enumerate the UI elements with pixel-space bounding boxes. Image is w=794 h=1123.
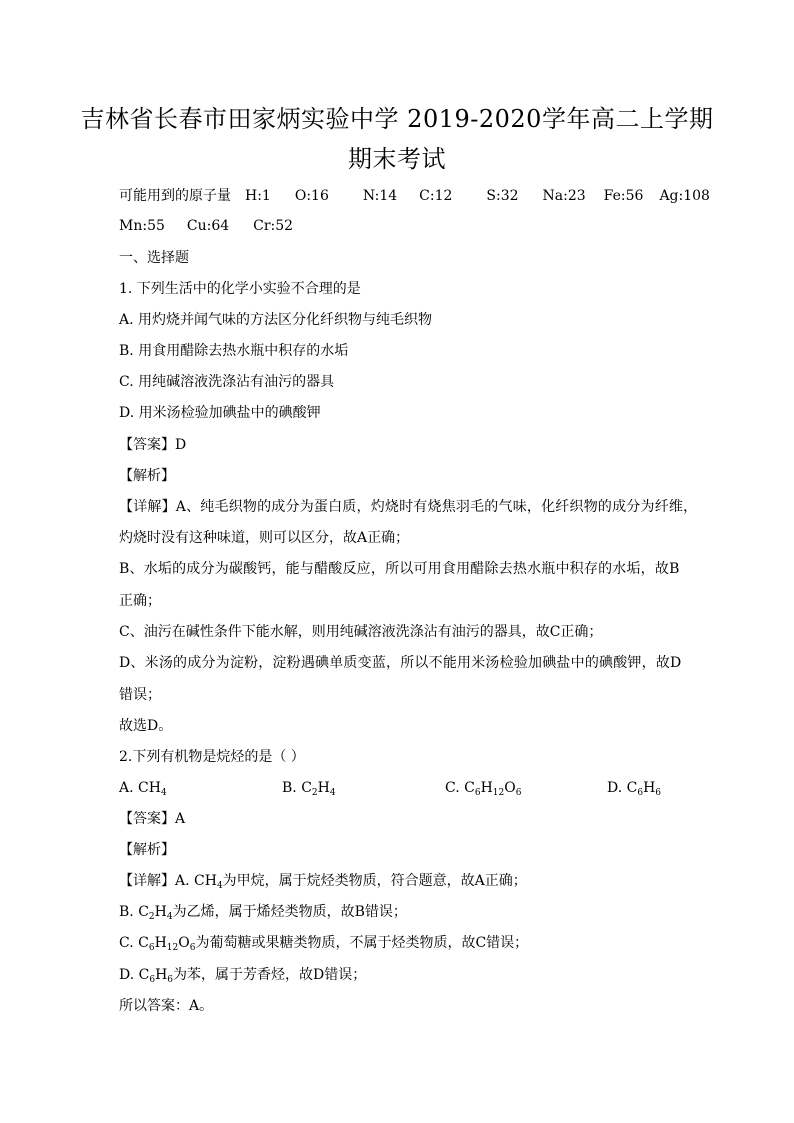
q2-analysis-label: 【解析】 [119, 842, 175, 858]
q1-option-d: D. 用米汤检验加碘盐中的碘酸钾 [119, 405, 321, 421]
mass-ag: Ag:108 [659, 188, 710, 204]
q1-detail-line-2: 灼烧时没有这种味道，则可以区分，故A正确； [119, 530, 410, 546]
q1-detail-d-line-1: D、米汤的成分为淀粉，淀粉遇碘单质变蓝，所以不能用米汤检验加碘盐中的碘酸钾，故D [119, 655, 682, 671]
q2-option-c: C. $C_6H_{12}O_6$ [445, 780, 522, 798]
mass-cu: Cu:64 [186, 218, 230, 234]
page-subtitle: 期末考试 [348, 145, 446, 173]
q1-option-c: C. 用纯碱溶液洗涤沾有油污的器具 [119, 374, 335, 390]
q2-detail-a: 【详解】A. $CH_4$为甲烷，属于烷烃类物质，符合题意，故A正确； [119, 873, 527, 891]
mass-cr: Cr:52 [253, 218, 294, 234]
mass-o: O:16 [294, 188, 329, 204]
q1-detail-c: C、油污在碱性条件下能水解，则用纯碱溶液洗涤沾有油污的器具，故C正确； [119, 624, 603, 640]
q1-detail-b-line-2: 正确； [119, 593, 161, 609]
q2-detail-b: B. $C_2H_4$为乙烯，属于烯烃类物质，故B错误； [119, 904, 407, 922]
q2-stem: 2.下列有机物是烷烃的是（ ） [119, 749, 305, 765]
atomic-masses-label: 可能用到的原子量 [119, 188, 231, 204]
mass-na: Na:23 [542, 188, 586, 204]
q1-detail-d-line-2: 错误； [119, 687, 161, 703]
q2-detail-d: D. $C_6H_6$为苯，属于芳香烃，故D错误； [119, 967, 367, 985]
mass-mn: Mn:55 [119, 218, 165, 234]
q1-option-a: A. 用灼烧并闻气味的方法区分化纤织物与纯毛织物 [119, 312, 433, 328]
atomic-masses-row-1 [119, 186, 710, 206]
mass-h: H:1 [245, 188, 271, 204]
q1-detail-line-1: 【详解】A、纯毛织物的成分为蛋白质，灼烧时有烧焦羽毛的气味，化纤织物的成分为纤维， [119, 499, 698, 515]
q1-detail-b-line-1: B、水垢的成分为碳酸钙，能与醋酸反应，所以可用食用醋除去热水瓶中积存的水垢，故B [119, 561, 680, 577]
q1-stem: 1. 下列生活中的化学小实验不合理的是 [119, 281, 361, 297]
page-title: 吉林省长春市田家炳实验中学 2019-2020学年高二上学期 [80, 105, 714, 133]
mass-s: S:32 [486, 188, 519, 204]
mass-c: C:12 [419, 188, 453, 204]
q2-detail-c: C. $C_6H_{12}O_6$为葡萄糖或果糖类物质，不属于烃类物质，故C错误； [119, 935, 529, 953]
q2-conclusion: 所以答案：A。 [119, 998, 214, 1014]
atomic-masses-row-2 [119, 216, 293, 236]
q1-conclusion: 故选D。 [119, 718, 173, 734]
q2-option-d: D. $C_6H_6$ [607, 780, 662, 798]
q2-option-a: A. $CH_4$ [119, 780, 167, 798]
section-heading: 一、选择题 [119, 250, 189, 266]
q1-answer: 【答案】D [119, 437, 187, 453]
q1-analysis-label: 【解析】 [119, 468, 175, 484]
mass-fe: Fe:56 [603, 188, 644, 204]
q2-option-b: B. $C_2H_4$ [282, 780, 336, 798]
mass-n: N:14 [362, 188, 398, 204]
q1-option-b: B. 用食用醋除去热水瓶中积存的水垢 [119, 343, 349, 359]
q2-answer: 【答案】A [119, 811, 186, 827]
